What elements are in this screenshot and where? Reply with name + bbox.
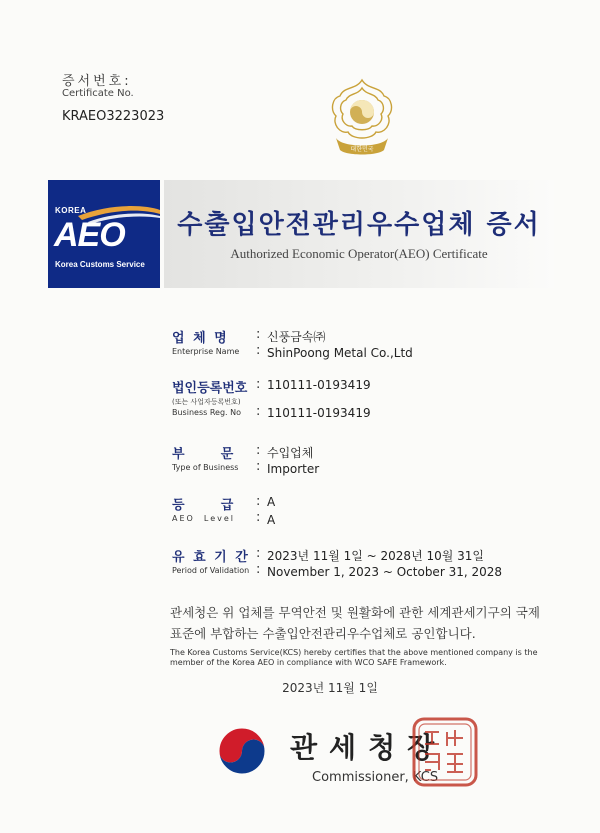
validity-label-ko: 유 효 기 간 bbox=[172, 550, 250, 565]
logo-korea-text: KOREA bbox=[55, 206, 87, 215]
registration-value-1: 110111-0193419 bbox=[267, 378, 371, 392]
official-seal-stamp bbox=[411, 716, 479, 788]
kcs-taegeuk-logo-icon bbox=[215, 724, 269, 778]
registration-value-2: 110111-0193419 bbox=[267, 406, 371, 420]
colon: : bbox=[256, 343, 261, 358]
certificate-number-label-en: Certificate No. bbox=[62, 88, 134, 99]
colon: : bbox=[256, 459, 261, 474]
national-emblem-icon bbox=[322, 76, 402, 166]
enterprise-value-ko: 신풍금속㈜ bbox=[267, 330, 326, 344]
registration-label-en: Business Reg. No bbox=[172, 408, 241, 417]
enterprise-label-en: Enterprise Name bbox=[172, 347, 240, 356]
validity-label-en: Period of Validation bbox=[172, 566, 250, 575]
title-korean: 수출입안전관리우수업체 증서 bbox=[177, 210, 541, 240]
business-value-ko: 수입업체 bbox=[267, 446, 314, 460]
statement-english: The Korea Customs Service(KCS) hereby certifies that the above mentioned company is the member of the Korea AEO in compliance with WCO SAFE Framework. bbox=[170, 648, 538, 667]
enterprise-value-en: ShinPoong Metal Co.,Ltd bbox=[267, 346, 413, 360]
issuer-korean: 관세청장 bbox=[290, 731, 447, 764]
colon: : bbox=[256, 327, 261, 342]
logo-aeo-text: AEO bbox=[54, 216, 125, 254]
registration-label-sub: (또는 사업자등록번호) bbox=[172, 398, 241, 406]
emblem-caption: 대한민국 bbox=[350, 146, 374, 153]
colon: : bbox=[256, 404, 261, 419]
level-label-ko: 등 급 bbox=[172, 498, 234, 513]
validity-value-en: November 1, 2023 ~ October 31, 2028 bbox=[267, 565, 503, 579]
level-value-en: A bbox=[267, 513, 276, 527]
level-label-en: AEO Level bbox=[172, 514, 236, 523]
korea-aeo-logo bbox=[48, 180, 160, 288]
colon: : bbox=[256, 546, 261, 561]
issuer-english: Commissioner, KCS bbox=[312, 770, 439, 785]
colon: : bbox=[256, 377, 261, 392]
title-box bbox=[164, 180, 554, 288]
certificate-number-label-ko: 증서번호: bbox=[62, 74, 132, 89]
title-english: Authorized Economic Operator(AEO) Certificate bbox=[230, 246, 488, 261]
statement-korean: 관세청은 위 업체를 무역안전 및 원활화에 관한 세계관세기구의 국제표준에 부합하는 수출입안전관리우수업체로 공인합니다. bbox=[170, 605, 540, 641]
certificate-number: KRAEO3223023 bbox=[62, 109, 165, 124]
colon: : bbox=[256, 562, 261, 577]
level-value-ko: A bbox=[267, 495, 276, 509]
business-label-ko: 부 문 bbox=[172, 447, 234, 462]
validity-value-ko: 2023년 11월 1일 ~ 2028년 10월 31일 bbox=[267, 549, 485, 563]
registration-label-ko: 법인등록번호 bbox=[172, 381, 248, 396]
enterprise-label-ko: 업 체 명 bbox=[172, 331, 229, 346]
business-label-en: Type of Business bbox=[172, 463, 239, 472]
colon: : bbox=[256, 443, 261, 458]
title-banner bbox=[48, 180, 554, 288]
issue-date: 2023년 11월 1일 bbox=[282, 681, 378, 695]
colon: : bbox=[256, 510, 261, 525]
logo-service-text: Korea Customs Service bbox=[55, 260, 145, 269]
colon: : bbox=[256, 494, 261, 509]
business-value-en: Importer bbox=[267, 462, 320, 476]
